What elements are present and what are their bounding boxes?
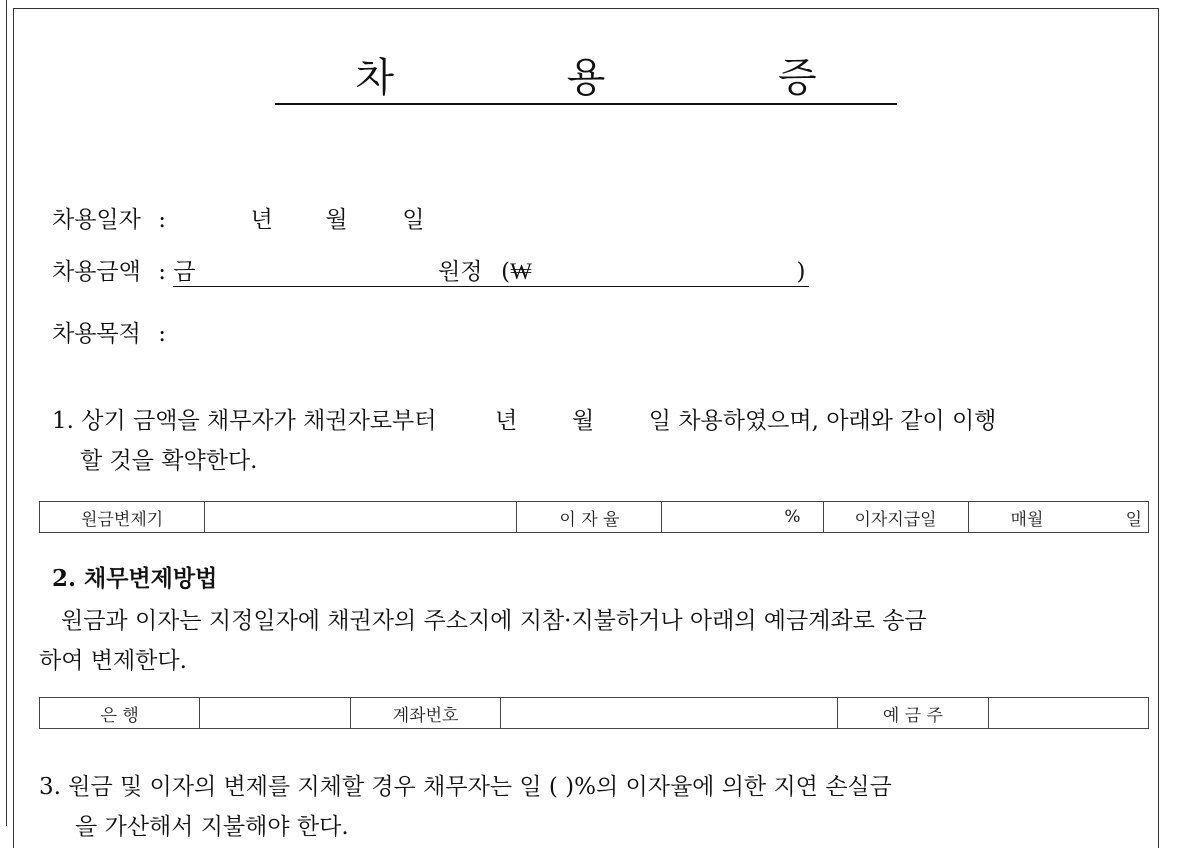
clause-1-year: 년 [495,408,518,434]
interest-date-day: 일 [1125,509,1142,530]
principal-due-label: 원금변제기 [40,502,205,533]
loan-amount-label: 차용금액 [52,259,141,285]
loan-amount-row [52,253,809,287]
document-page [13,8,1159,848]
clause-2 [52,559,1142,599]
account-holder-label: 예 금 주 [838,698,989,729]
loan-purpose-label: 차용목적 [52,321,141,347]
clause-2-line1: 원금과 이자는 지정일자에 채권자의 주소지에 지참·지불하거나 아래의 예금계좌로 송금 [61,608,927,634]
clause-1-month: 월 [571,408,595,434]
document-title: 차 용 증 [275,53,896,105]
left-margin-rule [0,0,7,826]
loan-date-colon: : [158,207,166,233]
loan-date-year: 년 [250,207,273,233]
clause-3 [39,767,1159,847]
table-row [40,502,1149,533]
account-holder-value[interactable] [988,698,1148,729]
clause-1-text-b: 차용하였으며, 아래와 같이 이행 [678,408,997,434]
clause-1-day: 일 [648,408,671,434]
loan-amount-won: 원정 [438,259,483,285]
interest-date-monthly: 매월 [1010,509,1044,530]
clause-1-text-c: 할 것을 확약한다. [80,448,258,474]
repayment-terms-table [39,501,1149,533]
clause-1-number: 1. [52,408,74,434]
loan-amount-colon: : [158,259,166,285]
loan-purpose-row [52,315,166,348]
clause-3-text: 3. 원금 및 이자의 변제를 지체할 경우 채무자는 일 ( )%의 이자율에 의한 지연 손실금 [39,774,892,800]
clause-2-line2: 하여 변제한다. [39,648,187,674]
clause-1-text-a: 상기 금액을 채무자가 채권자로부터 [81,408,437,434]
clause-1 [52,401,1142,481]
interest-rate-percent: % [784,507,801,527]
loan-date-month: 월 [325,207,348,233]
bank-account-table [39,697,1149,729]
loan-amount-field[interactable] [173,253,809,287]
interest-rate-value[interactable] [662,502,823,533]
loan-amount-paren-open: (₩ [501,259,532,285]
account-number-label: 계좌번호 [350,698,501,729]
loan-date-day: 일 [402,207,425,233]
loan-date-label: 차용일자 [52,207,141,233]
interest-rate-label: 이 자 율 [517,502,662,533]
loan-purpose-colon: : [158,321,166,347]
interest-date-label: 이자지급일 [823,502,968,533]
principal-due-value[interactable] [205,502,517,533]
interest-date-value[interactable] [968,502,1148,533]
loan-date-row [52,201,424,234]
bank-label: 은 행 [40,698,200,729]
loan-amount-paren-close: ) [796,259,806,285]
clause-2-body [39,601,1159,681]
table-row [40,698,1149,729]
loan-amount-prefix: 금 [173,259,196,285]
clause-3-cut-line: 을 가산해서 지불해야 한다. [75,814,349,840]
document-title-wrap [14,53,1158,105]
bank-value[interactable] [200,698,350,729]
account-number-value[interactable] [501,698,838,729]
clause-2-heading: 2. 채무변제방법 [52,565,218,592]
